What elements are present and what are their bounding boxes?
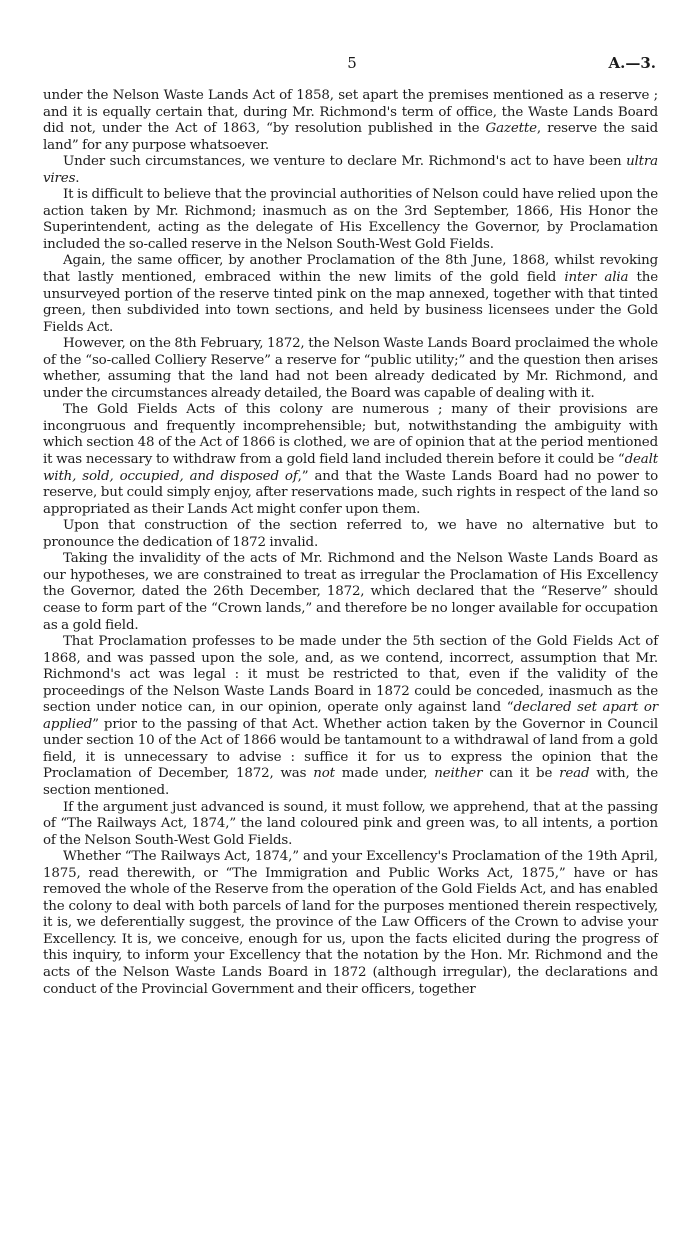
document-body bbox=[43, 88, 658, 998]
paragraph bbox=[43, 336, 658, 402]
paragraph-text: That Proclamation professes to be made under the 5th section of the Gold Fields Act of 1868, and was passed upon the sole, and, as we contend, incorrect, assumption that Mr. Richmond's act was legal : it must be restricted to that, even if the validity of the proceedings of the Nelson Waste Lands Board in 1872 could be conceded, inasmuch as the section under notice can, in our opinion, operate only against land “ bbox=[43, 634, 658, 716]
italic-text: inter alia bbox=[564, 270, 629, 286]
paragraph-text: If the argument just advanced is sound, it must follow, we apprehend, that at the passing of “The Railways Act, 1874,” the land coloured pink and green was, to all intents, a portion of the Nelson South-West Gold Fields. bbox=[43, 799, 658, 848]
paragraph-text: However, on the 8th February, 1872, the Nelson Waste Lands Board proclaimed the whole of the “so-called Colliery Reserve” a reserve for “public utility;” and the question then arises whether, assuming that the land had not been already dedicated by Mr. Richmond, and under the circumstances already detailed, the Board was capable of dealing with it. bbox=[43, 336, 658, 401]
italic-text: read bbox=[559, 766, 590, 782]
italic-text: ultra vires bbox=[43, 154, 658, 186]
paragraph bbox=[43, 518, 658, 551]
paragraph-text: with, the section mentioned. bbox=[43, 766, 658, 798]
italic-text: neither bbox=[434, 766, 483, 782]
paragraph bbox=[43, 402, 658, 518]
paragraph bbox=[43, 800, 658, 850]
paragraph-text: under the Nelson Waste Lands Act of 1858, set apart the premises mentioned as a reserve ; and it is equally certain that, during Mr. Richmond's term of office, the Waste Lands Board did not, under the Act of 1863, “by resolution published in the bbox=[43, 88, 658, 137]
paragraph-text: made under, bbox=[334, 766, 435, 782]
paragraph-text: The Gold Fields Acts of this colony are numerous ; many of their provisions are incongruous and frequently incomprehensible; but, notwithstanding the ambiguity with which section 48 of the Act of 1866 is clothed, we are of opinion that at the period mentioned it was necessary to withdraw from a gold field land included therein before it could be “ bbox=[43, 402, 658, 468]
paragraph-text: . bbox=[75, 170, 80, 186]
paragraph bbox=[43, 849, 658, 998]
paragraph-text: Under such circumstances, we venture to declare Mr. Richmond's act to have been bbox=[63, 154, 627, 170]
page-number: 5 bbox=[347, 54, 357, 72]
paragraph bbox=[43, 154, 658, 187]
paragraph-text: ” prior to the passing of that Act. Whether action taken by the Governor in Council under section 10 of the Act of 1866 would be tantamount to a withdrawal of land from a gold field, it is unnecessary to advise : suffice it for us to express the opinion that the Proclamation of December, 1872, was bbox=[43, 716, 658, 782]
paragraph-text: ,” and that the Waste Lands Board had no power to reserve, but could simply enjoy, after reservations made, such rights in respect of the land so appropriated as their Lands Act might confer upon them. bbox=[43, 468, 658, 517]
italic-text: not bbox=[313, 766, 335, 782]
document-code: A.—3. bbox=[608, 54, 656, 72]
paragraph-text: Again, the same officer, by another Proclamation of the 8th June, 1868, whilst revoking that lastly mentioned, embraced within the new limits of the gold field bbox=[43, 253, 658, 286]
paragraph-text: Whether “The Railways Act, 1874,” and your Excellency's Proclamation of the 19th April, 1875, read therewith, or “The Immigration and Public Works Act, 1875,” have or has removed the whole of the Reserve from the operation of the Gold Fields Act, and has enabled the colony to deal with both parcels of land for the purposes mentioned therein respectively, it is, we deferentially suggest, the province of the Law Officers of the Crown to advise your Excellency. It is, we conceive, enough for us, upon the facts elicited during the progress of this inquiry, to inform your Excellency that the notation by the Hon. Mr. Richmond and the acts of the Nelson Waste Lands Board in 1872 (although irregular), the declarations and conduct of the Provincial Government and their officers, together bbox=[43, 849, 658, 997]
paragraph bbox=[43, 88, 658, 154]
paragraph bbox=[43, 253, 658, 336]
paragraph-text: , reserve the said land” for any purpose whatsoever. bbox=[43, 121, 658, 153]
paragraph-text: can it be bbox=[482, 766, 560, 782]
paragraph bbox=[43, 187, 658, 253]
paragraph-text: Upon that construction of the section referred to, we have no alternative but to pronounce the dedication of 1872 invalid. bbox=[43, 518, 658, 550]
page-header bbox=[0, 54, 700, 74]
paragraph-text: Taking the invalidity of the acts of Mr. Richmond and the Nelson Waste Lands Board as our hypotheses, we are constrained to treat as irregular the Proclamation of His Excellency the Governor, dated the 26th December, 1872, which declared that the “Reserve” should cease to form part of the “Crown lands,” and therefore be no longer available for occupation as a gold field. bbox=[43, 551, 658, 633]
paragraph bbox=[43, 634, 658, 799]
paragraph-text: the unsurveyed portion of the reserve tinted pink on the map annexed, together with that tinted green, then subdivided into town sections, and held by business licensees under the Gold Fields Act. bbox=[43, 270, 658, 335]
paragraph-text: It is difficult to believe that the provincial authorities of Nelson could have relied upon the action taken by Mr. Richmond; inasmuch as on the 3rd September, 1866, His Honor the Superintendent, acting as the delegate of His Excellency the Governor, by Proclamation included the so-called reserve in the Nelson South-West Gold Fields. bbox=[43, 187, 658, 252]
italic-text: dealt with, sold, occupied, and disposed of bbox=[43, 452, 658, 484]
italic-text: Gazette bbox=[485, 121, 537, 137]
paragraph bbox=[43, 551, 658, 634]
italic-text: declared set apart or applied bbox=[43, 700, 658, 732]
